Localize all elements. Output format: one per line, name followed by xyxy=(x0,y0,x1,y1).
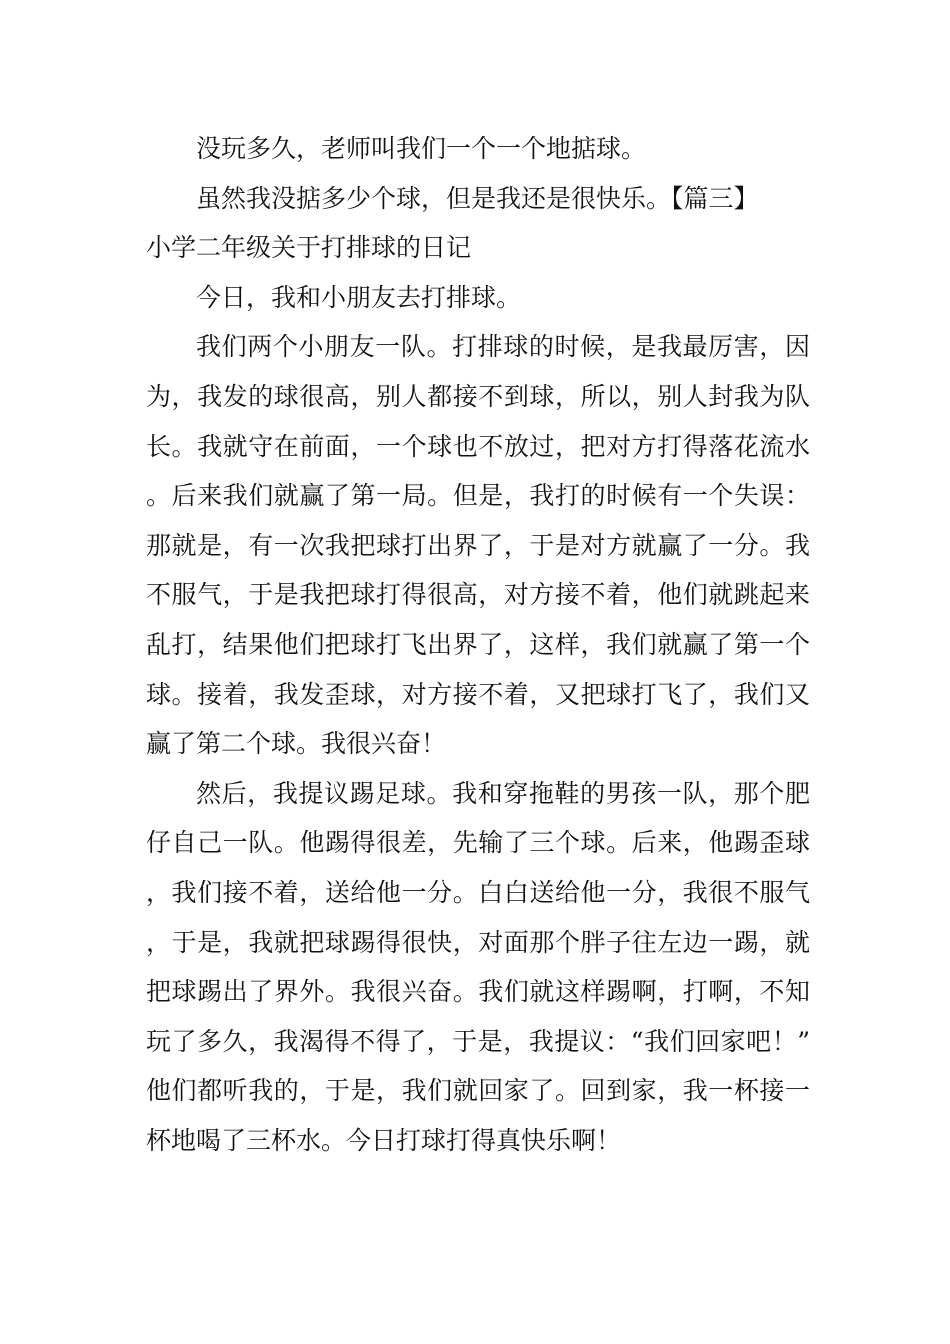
paragraph-3: 今日，我和小朋友去打排球。 xyxy=(196,282,522,312)
paragraph-1: 没玩多久，老师叫我们一个一个地掂球。 xyxy=(196,134,647,163)
paragraph-4: 我们两个小朋友一队。打排球的时候，是我最厉害，因为，我发的球很高，别人都接不到球，所以，别人封我为队长。我就守在前面，一个球也不放过，把对方打得落花流水。后来我们就赢了第一局。但是，我打的时候有一个失误：那就是，有一次我把球打出界了，于是对方就赢了一分。我不服气，于是我把球打得很高，对方接不着，他们就跳起来乱打，结果他们把球打飞出界了，这样，我们就赢了第一个球。接着，我发歪球，对方接不着，又把球打飞了，我们又赢了第二个球。我很兴奋！ xyxy=(146,332,810,759)
diary-text xyxy=(146,124,810,1165)
paragraph-5: 然后，我提议踢足球。我和穿拖鞋的男孩一队，那个肥仔自己一队。他踢得很差，先输了三个球。后来，他踢歪球，我们接不着，送给他一分。白白送给他一分，我很不服气，于是，我就把球踢得很快，对面那个胖子往左边一踢，就把球踢出了界外。我很兴奋。我们就这样踢啊，打啊，不知玩了多久，我渴得不得了，于是，我提议：“我们回家吧！”他们都听我的，于是，我们就回家了。回到家，我一杯接一杯地喝了三杯水。今日打球打得真快乐啊！ xyxy=(146,778,810,1155)
diary-title: 小学二年级关于打排球的日记 xyxy=(146,233,472,263)
paragraph-2: 虽然我没掂多少个球，但是我还是很快乐。【篇三】 xyxy=(196,183,759,213)
